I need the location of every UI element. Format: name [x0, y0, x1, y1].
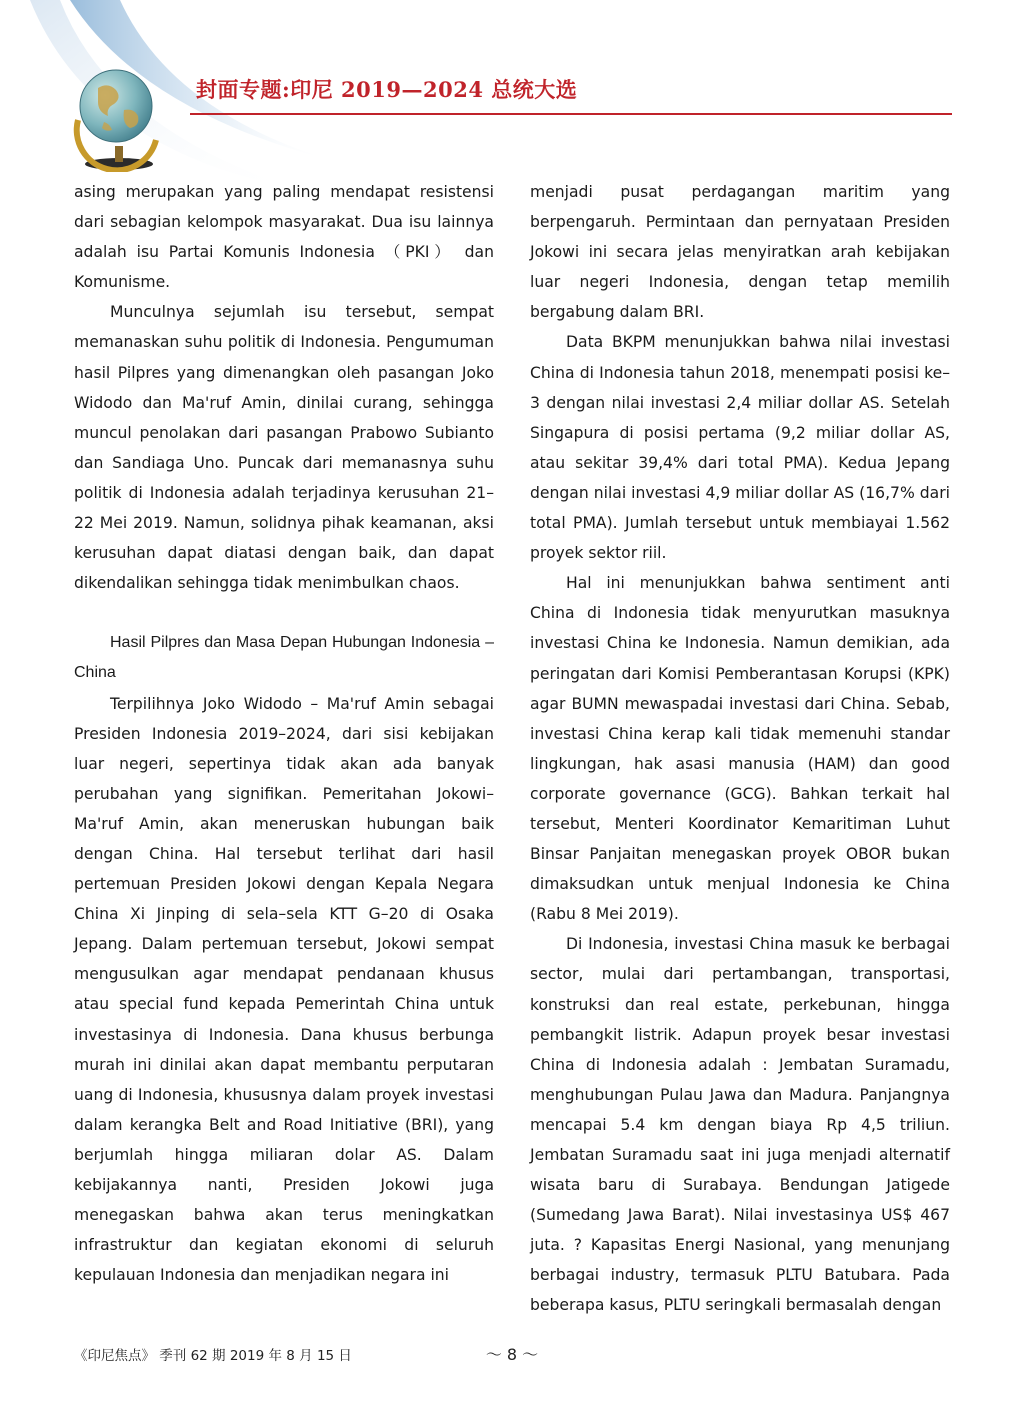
paragraph: Munculnya sejumlah isu tersebut, sempat memanaskan suhu politik di Indonesia. Pengumuman hasil Pilpres yang dimenangkan oleh pasangan Joko Widodo dan Ma'ruf Amin, dinilai curang, sehingga muncul penolakan dari pasangan Prabowo Subianto dan Sandiaga Uno. Puncak dari memanasnya suhu politik di Indonesia adalah terjadinya kerusuhan 21–22 Mei 2019. Namun, solidnya pihak keamanan, aksi kerusuhan dapat diatasi dengan baik, dan dapat dikendalikan sehingga tidak menimbulkan chaos. [74, 303, 494, 593]
right-column [530, 177, 950, 1321]
globe-icon [64, 60, 174, 172]
paragraph: Data BKPM menunjukkan bahwa nilai investasi China di Indonesia tahun 2018, menempati posisi ke–3 dengan nilai investasi 2,4 miliar dollar AS. Setelah Singapura di posisi pertama (9,2 miliar dollar AS, atau sekitar 39,4% dari total PMA). Kedua Jepang dengan nilai investasi 4,9 miliar dollar AS (16,7% dari total PMA). Jumlah tersebut untuk membiayai 1.562 proyek sektor riil. [530, 333, 950, 563]
left-column [74, 177, 494, 1290]
footer-publication: 《印尼焦点》 季刊 62 期 2019 年 8 月 15 日 [74, 1348, 352, 1364]
paragraph: Di Indonesia, investasi China masuk ke berbagai sector, mulai dari pertambangan, transportasi, konstruksi dan real estate, perkebunan, hingga pembangkit listrik. Adapun proyek besar investasi China di Indonesia adalah : Jembatan Suramadu, menghubungan Pulau Jawa dan Madura. Panjangnya mencapai 5.4 km dengan biaya Rp 4,5 triliun. Jembatan Suramadu saat ini juga menjadi alternatif wisata baru di Surabaya. Bendungan Jatigede (Sumedang Jawa Barat). Nilai investasinya US$ 467 juta. ? Kapasitas Energi Nasional, yang menunjang berbagai industry, termasuk PLTU Batubara. Pada beberapa kasus, PLTU seringkali bermasalah dengan [530, 935, 950, 1315]
paragraph: asing merupakan yang paling mendapat resistensi dari sebagian kelompok masyarakat. Dua isu lainnya adalah isu Partai Komunis Indonesia （PKI） dan Komunisme. [74, 183, 494, 292]
page-number: ～ 8 ～ [485, 1345, 539, 1364]
paragraph: menjadi pusat perdagangan maritim yang berpengaruh. Permintaan dan pernyataan Presiden Jokowi ini secara jelas menyiratkan arah kebijakan luar negeri Indonesia, dengan tetap memilih bergabung dalam BRI. [530, 183, 950, 322]
header-rule [190, 113, 952, 115]
paragraph: Terpilihnya Joko Widodo – Ma'ruf Amin sebagai Presiden Indonesia 2019–2024, dari sisi kebijakan luar negeri, sepertinya tidak akan ada banyak perubahan yang signifikan. Pemeritahan Jokowi–Ma'ruf Amin, akan meneruskan hubungan baik dengan China. Hal tersebut terlihat dari hasil pertemuan Presiden Jokowi dengan Kepala Negara China Xi Jinping di sela–sela KTT G–20 di Osaka Jepang. Dalam pertemuan tersebut, Jokowi sempat mengusulkan agar mendapat pendanaan khusus atau special fund kepada Pemerintah China untuk investasinya di Indonesia. Dana khusus berbunga murah ini dinilai akan dapat membantu perputaran uang di Indonesia, khususnya dalam proyek investasi dalam kerangka Belt and Road Initiative (BRI), yang berjumlah hingga miliaran dolar AS. Dalam kebijakannya nanti, Presiden Jokowi juga menegaskan bahwa akan terus meningkatkan infrastruktur dan kegiatan ekonomi di seluruh kepulauan Indonesia dan menjadikan negara ini [74, 694, 494, 1285]
page-header-title: 封面专题:印尼 2019—2024 总统大选 [196, 77, 578, 102]
section-heading: Hasil Pilpres dan Masa Depan Hubungan Indonesia – China [74, 634, 494, 682]
paragraph: Hal ini menunjukkan bahwa sentiment anti China di Indonesia tidak menyurutkan masuknya investasi China ke Indonesia. Namun demikian, ada peringatan dari Komisi Pemberantasan Korupsi (KPK) agar BUMN mewaspadai investasi dari China. Sebab, investasi China kerap kali tidak memenuhi standar lingkungan, hak asasi manusia (HAM) dan good corporate governance (GCG). Bahkan terkait hal tersebut, Menteri Koordinator Kemaritiman Luhut Binsar Panjaitan menegaskan proyek OBOR bukan dimaksudkan untuk menjual Indonesia ke China (Rabu 8 Mei 2019). [530, 574, 950, 924]
